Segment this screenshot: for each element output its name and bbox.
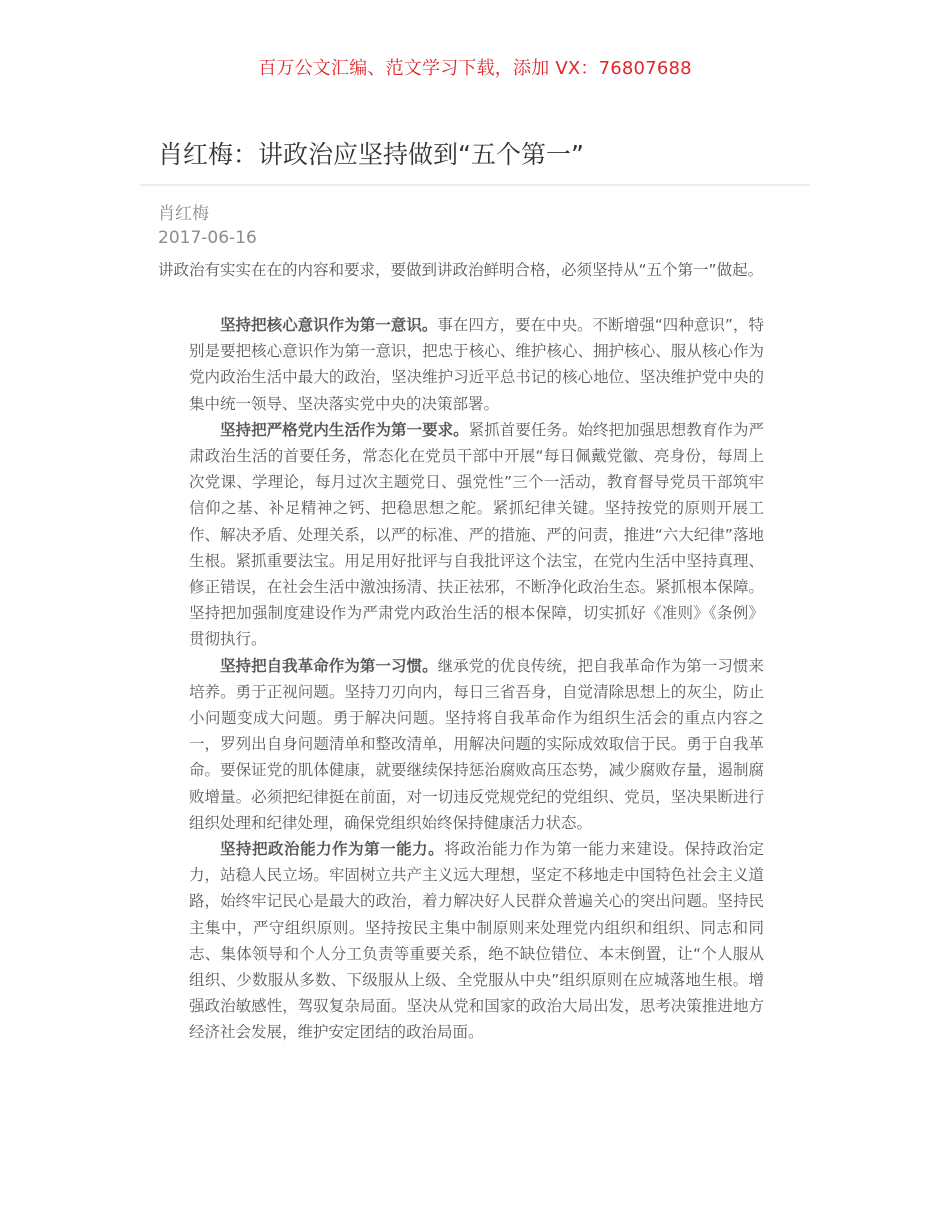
- article-meta: [158, 202, 257, 250]
- paragraph-self-revolution: [189, 653, 764, 836]
- title-divider: [140, 184, 810, 186]
- paragraph-text: 将政治能力作为第一能力来建设。保持政治定力，站稳人民立场。牢固树立共产主义远大理想，坚定不移地走中国特色社会主义道路，始终牢记民心是最大的政治，着力解决好人民群众普遍关心的突出问题。坚持民主集中，严守组织原则。坚持按民主集中制原则来处理党内组织和组织、同志和同志、集体领导和个人分工负责等重要关系，绝不缺位错位、本末倒置，让“个人服从组织、少数服从多数、下级服从上级、全党服从中央”组织原则在应城落地生根。增强政治敏感性，驾驭复杂局面。坚决从党和国家的政治大局出发，思考决策推进地方经济社会发展，维护安定团结的政治局面。: [189, 840, 764, 1042]
- paragraph-lead: 坚持把政治能力作为第一能力。: [220, 840, 445, 859]
- paragraph-lead: 坚持把自我革命作为第一习惯。: [220, 656, 438, 675]
- article-title: 肖红梅：讲政治应坚持做到“五个第一”: [158, 140, 584, 169]
- article-date: 2017-06-16: [158, 228, 257, 248]
- article-body: [189, 312, 764, 1046]
- paragraph-text: 事在四方，要在中央。不断增强“四种意识”，特别是要把核心意识作为第一意识，把忠于核心、维护核心、拥护核心、服从核心作为党内政治生活中最大的政治，坚决维护习近平总书记的核心地位、坚决维护党中央的集中统一领导、坚决落实党中央的决策部署。: [189, 316, 764, 413]
- paragraph-party-life: [189, 417, 764, 653]
- paragraph-lead: 坚持把严格党内生活作为第一要求。: [220, 420, 469, 439]
- paragraph-lead: 坚持把核心意识作为第一意识。: [220, 316, 438, 334]
- paragraph-core-awareness: [189, 312, 764, 417]
- article-intro: 讲政治有实实在在的内容和要求，要做到讲政治鲜明合格，必须坚持从“五个第一”做起。: [158, 261, 764, 279]
- article-author: 肖红梅: [158, 204, 209, 224]
- paragraph-text: 紧抓首要任务。始终把加强思想教育作为严肃政治生活的首要任务，常态化在党员干部中开展“每日佩戴党徽、亮身份，每周上次党课、学理论，每月过次主题党日、强党性”三个一活动，教育督导党员干部筑牢信仰之基、补足精神之钙、把稳思想之舵。紧抓纪律关键。坚持按党的原则开展工作、解决矛盾、处理关系，以严的标准、严的措施、严的问责，推进“六大纪律”落地生根。紧抓重要法宝。用足用好批评与自我批评这个法宝，在党内生活中坚持真理、修正错误，在社会生活中激浊扬清、扶正祛邪，不断净化政治生态。紧抓根本保障。坚持把加强制度建设作为严肃党内政治生活的根本保障，切实抓好《准则》《条例》贯彻执行。: [189, 420, 764, 649]
- watermark-banner: 百万公文汇编、范文学习下载，添加 VX：76807688: [258, 58, 692, 79]
- paragraph-political-ability: [189, 836, 764, 1046]
- paragraph-text: 继承党的优良传统，把自我革命作为第一习惯来培养。勇于正视问题。坚持刀刃向内，每日三省吾身，自觉清除思想上的灰尘，防止小问题变成大问题。勇于解决问题。坚持将自我革命作为组织生活会的重点内容之一，罗列出自身问题清单和整改清单，用解决问题的实际成效取信于民。勇于自我革命。要保证党的肌体健康，就要继续保持惩治腐败高压态势，减少腐败存量，遏制腐败增量。必须把纪律挺在前面，对一切违反党规党纪的党组织、党员，坚决果断进行组织处理和纪律处理，确保党组织始终保持健康活力状态。: [189, 656, 764, 832]
